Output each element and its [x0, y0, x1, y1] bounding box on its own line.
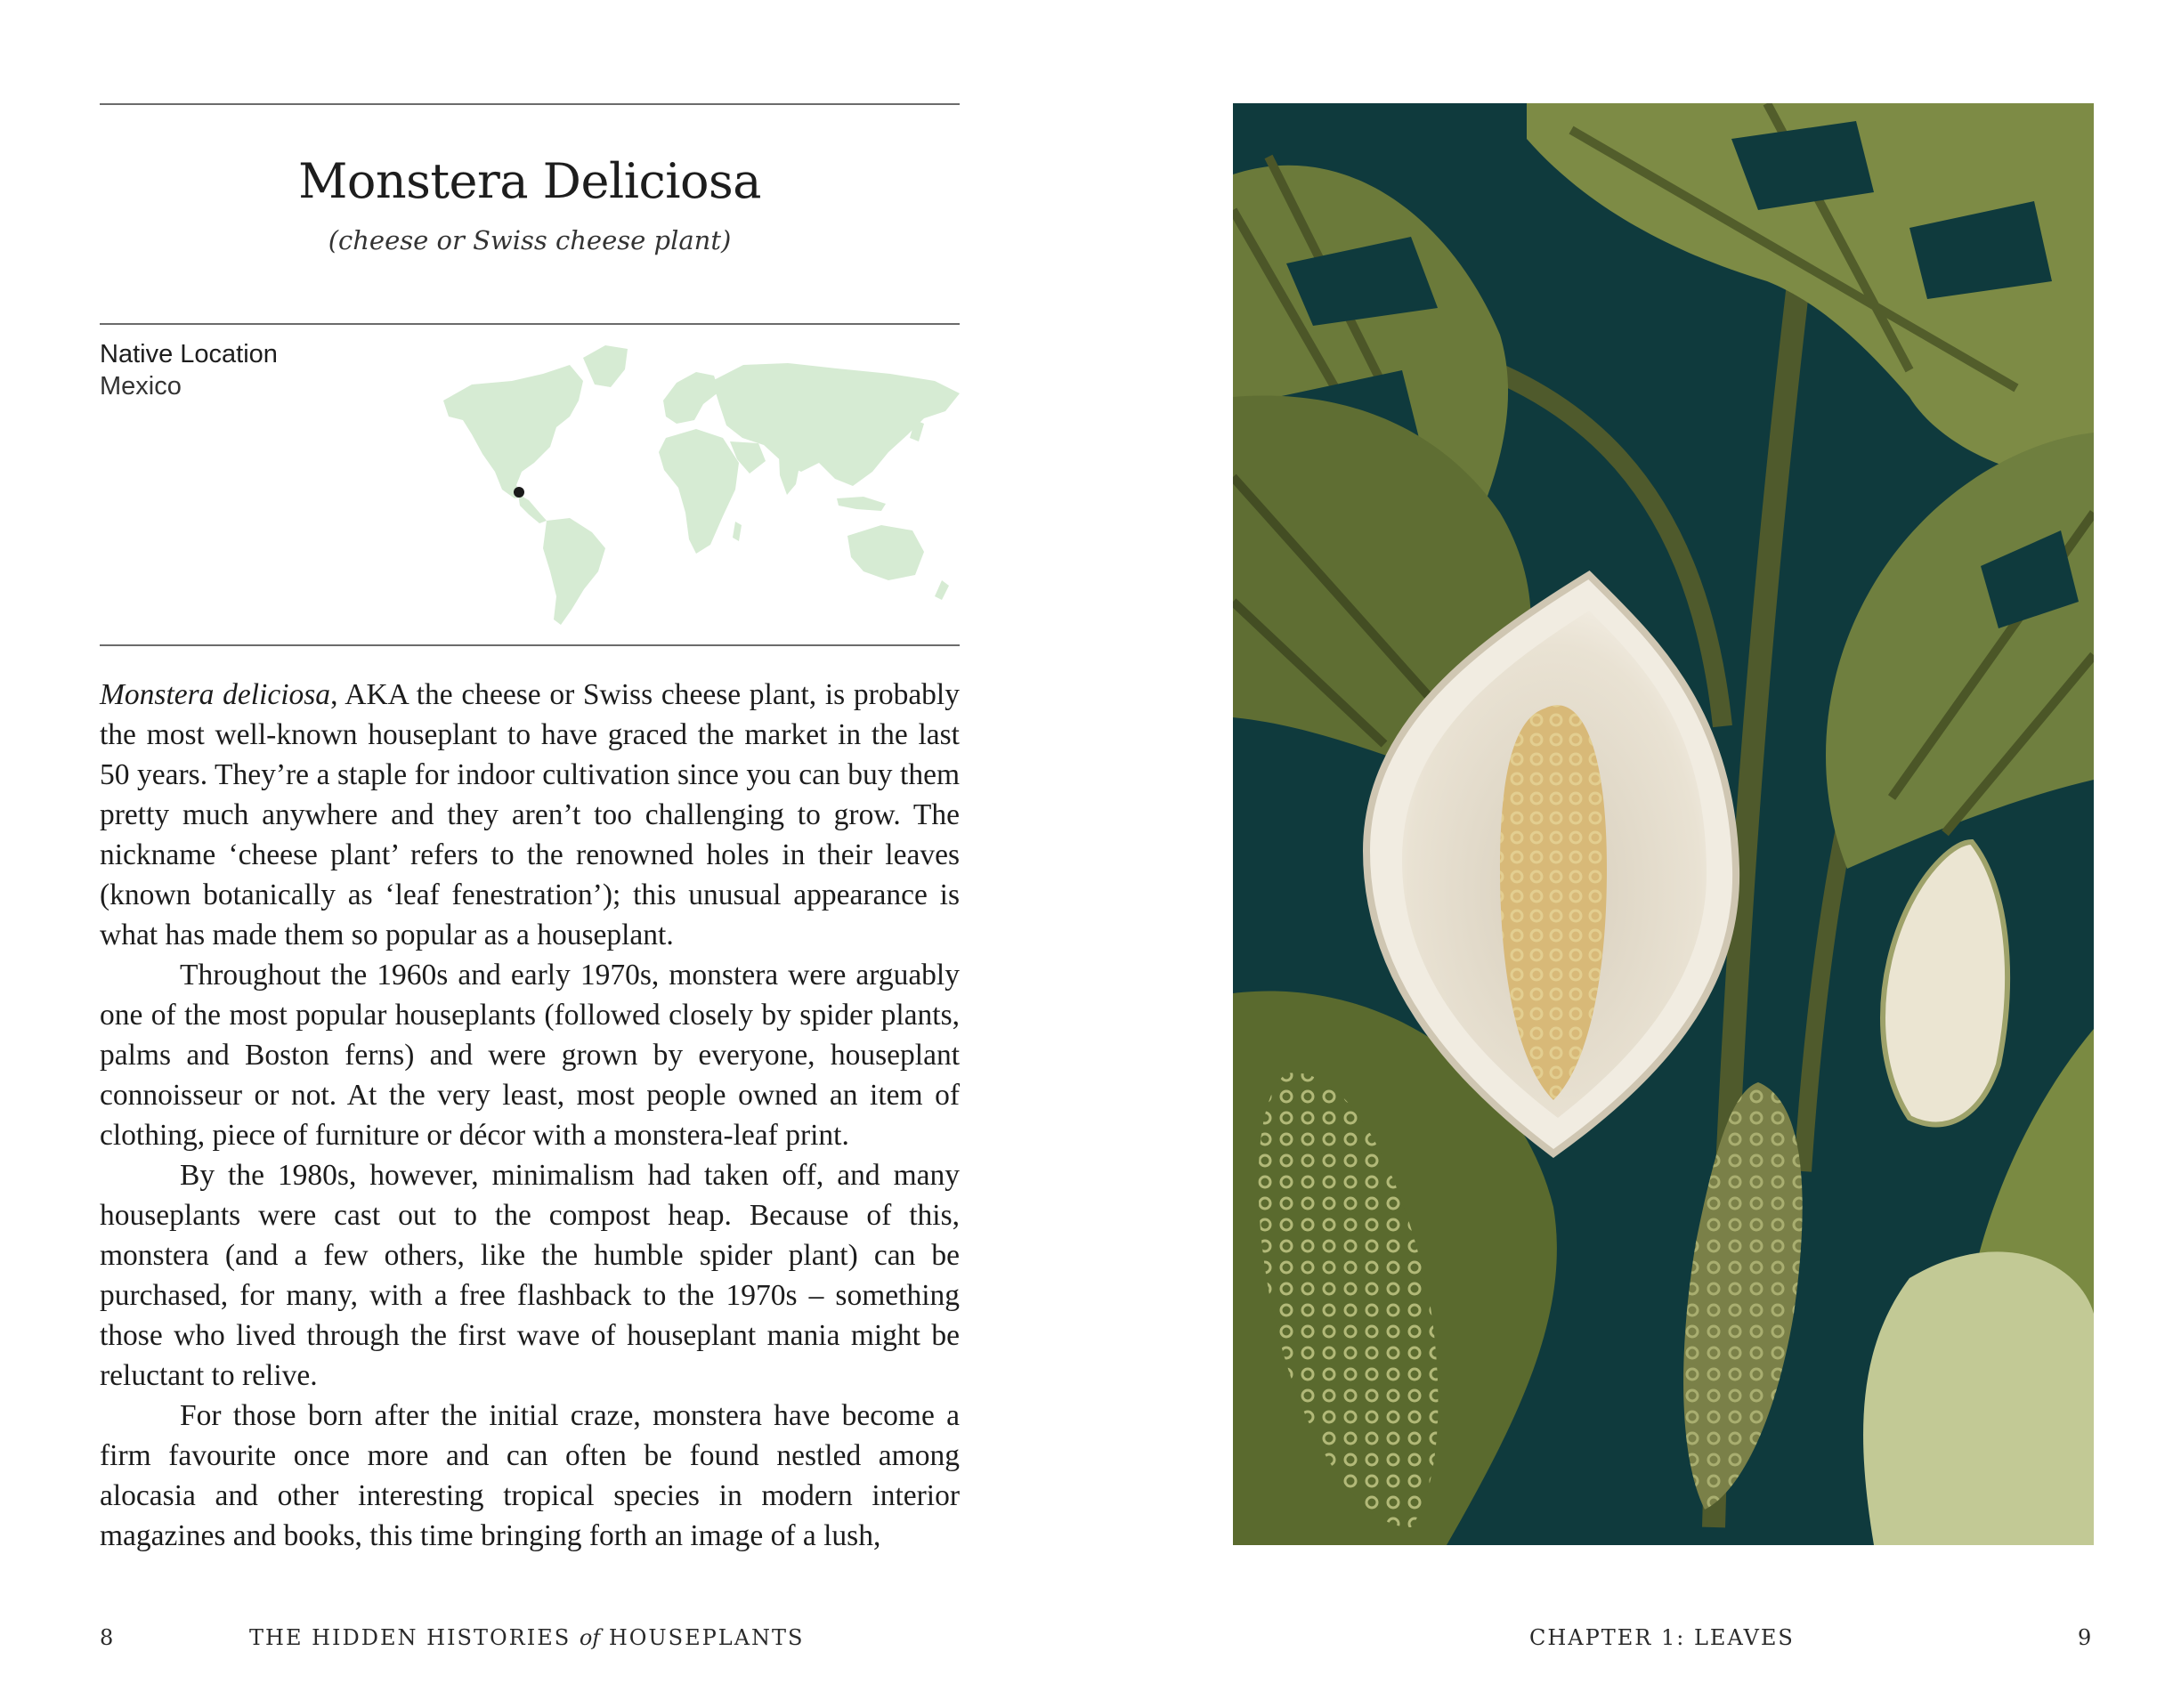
page-subtitle: (cheese or Swiss cheese plant) — [328, 225, 732, 255]
mexico-location-dot — [514, 487, 524, 498]
india-landmass — [779, 456, 801, 495]
page-number-left: 8 — [100, 1625, 114, 1650]
page-title: Monstera Deliciosa — [298, 153, 761, 209]
paragraph-4: For those born after the initial craze, monstera have become a firm favourite once more and can often be found nestled among alocasia and other interesting tropical species in modern interior magazines and books, this time bringing forth an image of a lush, — [100, 1399, 960, 1552]
central-america-landmass — [518, 494, 547, 523]
monstera-illustration — [1233, 103, 2094, 1545]
paragraph-1: Monstera deliciosa, AKA the cheese or Swiss cheese plant, is probably the most well-known houseplant to have graced the market in the last 50 years. They’re a staple for indoor cultivation since you can buy them pretty much anywhere and they aren’t too challenging to grow. The nickname ‘cheese plant’ refers to the renowned holes in their leaves (known botanically as ‘leaf fenestration’); this unusual appearance is what has made them so popular as a houseplant. — [100, 678, 960, 951]
south-america-landmass — [543, 518, 605, 625]
native-location-value: Mexico — [100, 372, 182, 401]
page-number-right: 9 — [2078, 1625, 2092, 1650]
map-rule — [100, 644, 960, 646]
madagascar-landmass — [733, 522, 742, 541]
africa-landmass — [659, 429, 739, 554]
indonesia-landmass — [837, 497, 886, 511]
body-text — [100, 675, 960, 1556]
native-location-label: Native Location — [100, 340, 278, 368]
paragraph-3: By the 1980s, however, minimalism had taken off, and many houseplants were cast out to the compost heap. Because of this, monstera (and a few others, like the humble spider plant) can be purchased, for many, with a free flashback to the 1970s – something those who lived through the first wave of houseplant mania might be reluctant to relive. — [100, 1159, 960, 1392]
europe-landmass — [663, 372, 719, 424]
new-zealand-landmass — [935, 580, 949, 600]
world-map — [436, 338, 961, 632]
australia-landmass — [847, 525, 924, 580]
chapter-running-head: CHAPTER 1: LEAVES — [1529, 1625, 1795, 1650]
species-name: Monstera deliciosa — [100, 678, 331, 711]
north-america-landmass — [443, 365, 583, 498]
greenland-landmass — [583, 345, 628, 387]
paragraph-2: Throughout the 1960s and early 1970s, monstera were arguably one of the most popular houseplants (followed closely by spider plants, palms and Boston ferns) and were grown by everyone, houseplant connoisseur or not. At the very least, most people owned an item of clothing, piece of furniture or décor with a monstera-leaf print. — [100, 959, 960, 1152]
top-rule — [100, 103, 960, 105]
book-title-running-head: THE HIDDEN HISTORIES of HOUSEPLANTS — [249, 1625, 805, 1650]
header-rule — [100, 323, 960, 325]
